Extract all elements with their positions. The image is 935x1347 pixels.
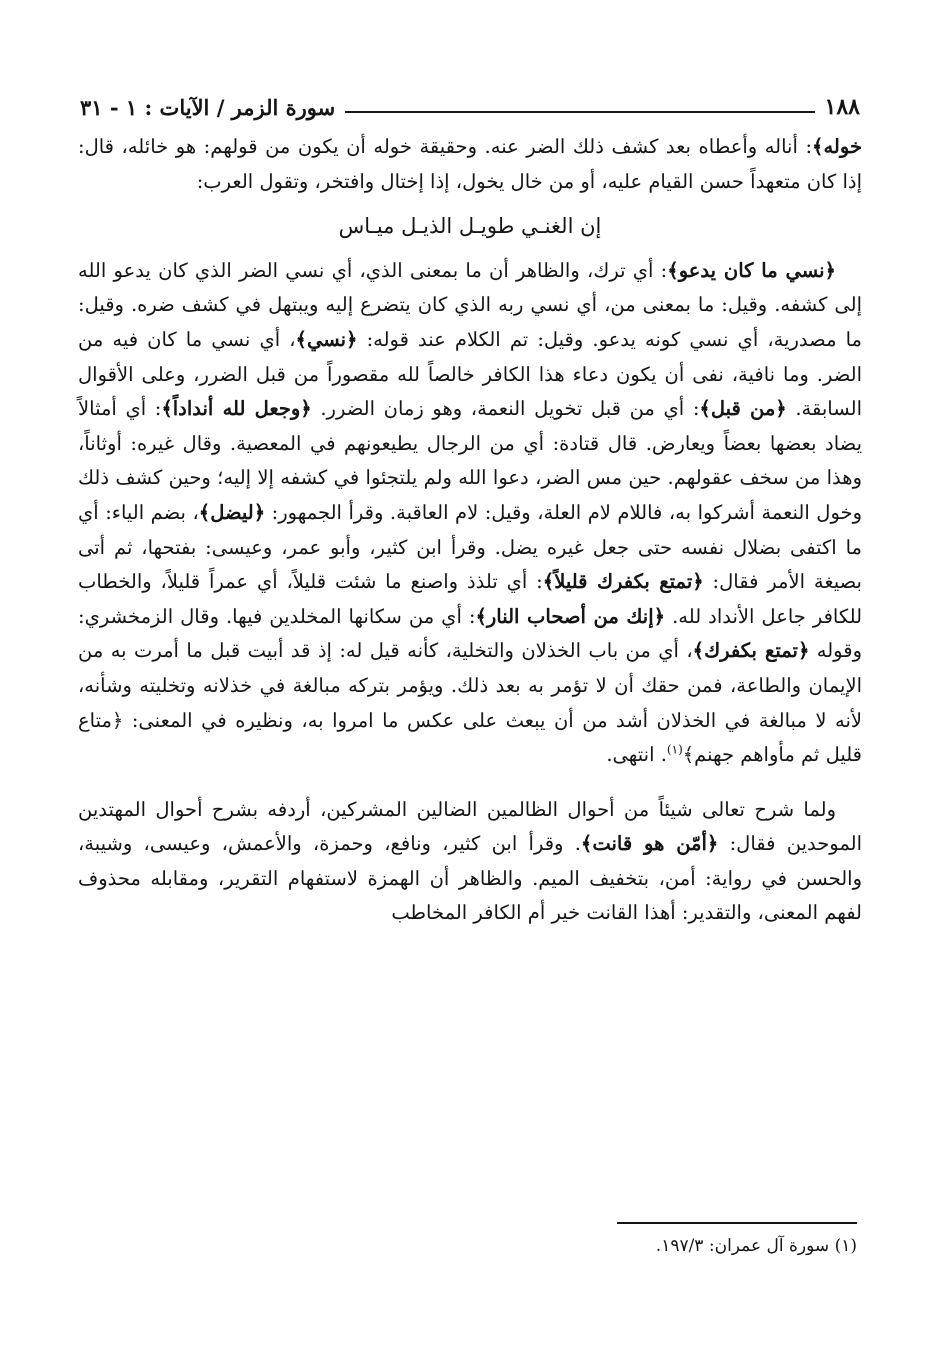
- quran-quote: ﴿إنك من أصحاب النار﴾: [475, 604, 666, 628]
- quran-quote: ﴿وجعل لله أنداداً﴾: [161, 397, 312, 421]
- text-run: ، أي من باب الخذلان والتخلية، كأنه قيل له: إذ قد أبيت قبل ما أمرت به من الإيمان والطاعة، فمن حقك أن لا تؤمر به بعد ذلك. ويؤمر بتركه مبالغة في خذلانه وتخليته وشأنه، لأنه لا مبالغة في الخذلان أشد من أن يبعث على عكس ما امروا به، ونظيره في المعنى:: [78, 639, 862, 732]
- quran-quote: ﴿أمّن هو قانت﴾: [580, 832, 719, 856]
- text-run: ولما شرح تعالى شيئاً من أحوال الظالمين الضالين المشركين، أردفه بشرح أحوال المهتدين الموحدين فقال:: [78, 797, 862, 856]
- text-run: : أي من سكانها المخلدين فيها. وقال الزمخشري: وقوله: [78, 604, 862, 663]
- quran-quote: ﴿ليضل﴾: [198, 500, 266, 524]
- text-run: . انتهى.: [606, 743, 667, 767]
- text-run: . وقرأ ابن كثير، ونافع، وحمزة، والأعمش، وعيسى، وشيبة، والحسن في رواية: أمن، بتخفيف الميم. والظاهر أن الهمزة لاستفهام التقرير، ومقابله محذوف لفهم المعنى، والتقدير: أهذا القانت خير أم الكافر المخاطب: [78, 832, 862, 925]
- text-run: : أي من قبل تخويل النعمة، وهو زمان الضرر.: [311, 397, 700, 421]
- text-run: : أي أمثالاً يضاد بعضها بعضاً ويعارض. قال قتادة: أي من الرجال يطيعونهم في المعصية. وقال غيره: أوثاناً، وهذا من سخف عقولهم. حين مس الضر، دعوا الله ولم يلتجئوا في كشفه إلا إليه؛ وحين كشف ذلك وخول النعمة أشركوا به، فاللام لام العلة، وقيل: لام العاقبة. وقرأ الجمهور:: [78, 397, 863, 524]
- footnote: (١) سورة آل عمران: ١٩٧/٣.: [655, 1236, 857, 1256]
- paragraph-1: [78, 130, 862, 199]
- quran-quote: خوله﴾: [812, 135, 862, 158]
- text-run: ، بضم الياء: أي ما اكتفى بضلال نفسه حتى جعل غيره يضل. وقرأ ابن كثير، وأبو عمر، وعيسى: بفتحها، ثم أتى بصيغة الأمر فقال:: [78, 500, 862, 594]
- text-run: ﴿متاع قليل ثم مأواهم جهنم﴾: [78, 708, 862, 767]
- header-rule: [345, 111, 814, 113]
- quran-quote: ﴿نسي ما كان يدعو﴾: [667, 258, 836, 282]
- quran-quote: ﴿تمتع بكفرك﴾: [692, 639, 810, 663]
- text-run: : أناله وأعطاه بعد كشف ذلك الضر عنه. وحقيقة خوله أن يكون من قولهم: هو خائله، قال: إذا كان متعهداً حسن القيام عليه، أو من خال يخول، إذا إختال وافتخر، وتقول العرب:: [78, 135, 862, 193]
- footnote-ref: (١): [666, 742, 683, 757]
- quran-quote: ﴿نسي﴾: [295, 327, 358, 351]
- quran-quote: ﴿تمتع بكفرك قليلاً﴾: [542, 570, 704, 594]
- page-number: ١٨٨: [824, 94, 860, 120]
- paragraph-3: [78, 793, 862, 931]
- running-title: سورة الزمر / الآيات : ١ - ٣١: [80, 95, 336, 120]
- poetry-verse: إن الغنـي طويـل الذيـل ميـاس: [338, 214, 602, 239]
- text-run: : أي تلذذ واصنع ما شئت قليلاً، أي عمراً قليلاً، والخطاب للكافر جاعل الأنداد لله.: [78, 570, 863, 628]
- quran-quote: ﴿من قبل﴾: [699, 397, 787, 421]
- text-run: : أي ترك، والظاهر أن ما بمعنى الذي، أي نسي الضر الذي كان يدعو الله إلى كشفه. وقيل: ما بمعنى من، أي نسي ربه الذي كان يتضرع إليه ويبتهل في كشف ضره. وقيل: ما مصدرية، أي نسي كونه يدعو. وقيل: تم الكلام عند قوله:: [78, 258, 863, 351]
- main-text: [78, 130, 862, 931]
- page-header: [80, 86, 860, 120]
- paragraph-2: [78, 254, 862, 773]
- text-run: ، أي نسي ما كان فيه من الضر. وما نافية، نفى أن يكون دعاء هذا الكافر خالصاً لله مقصوراً من قبل الضرر، وعلى الأقوال السابقة.: [78, 327, 863, 421]
- footnote-rule: [617, 1222, 857, 1224]
